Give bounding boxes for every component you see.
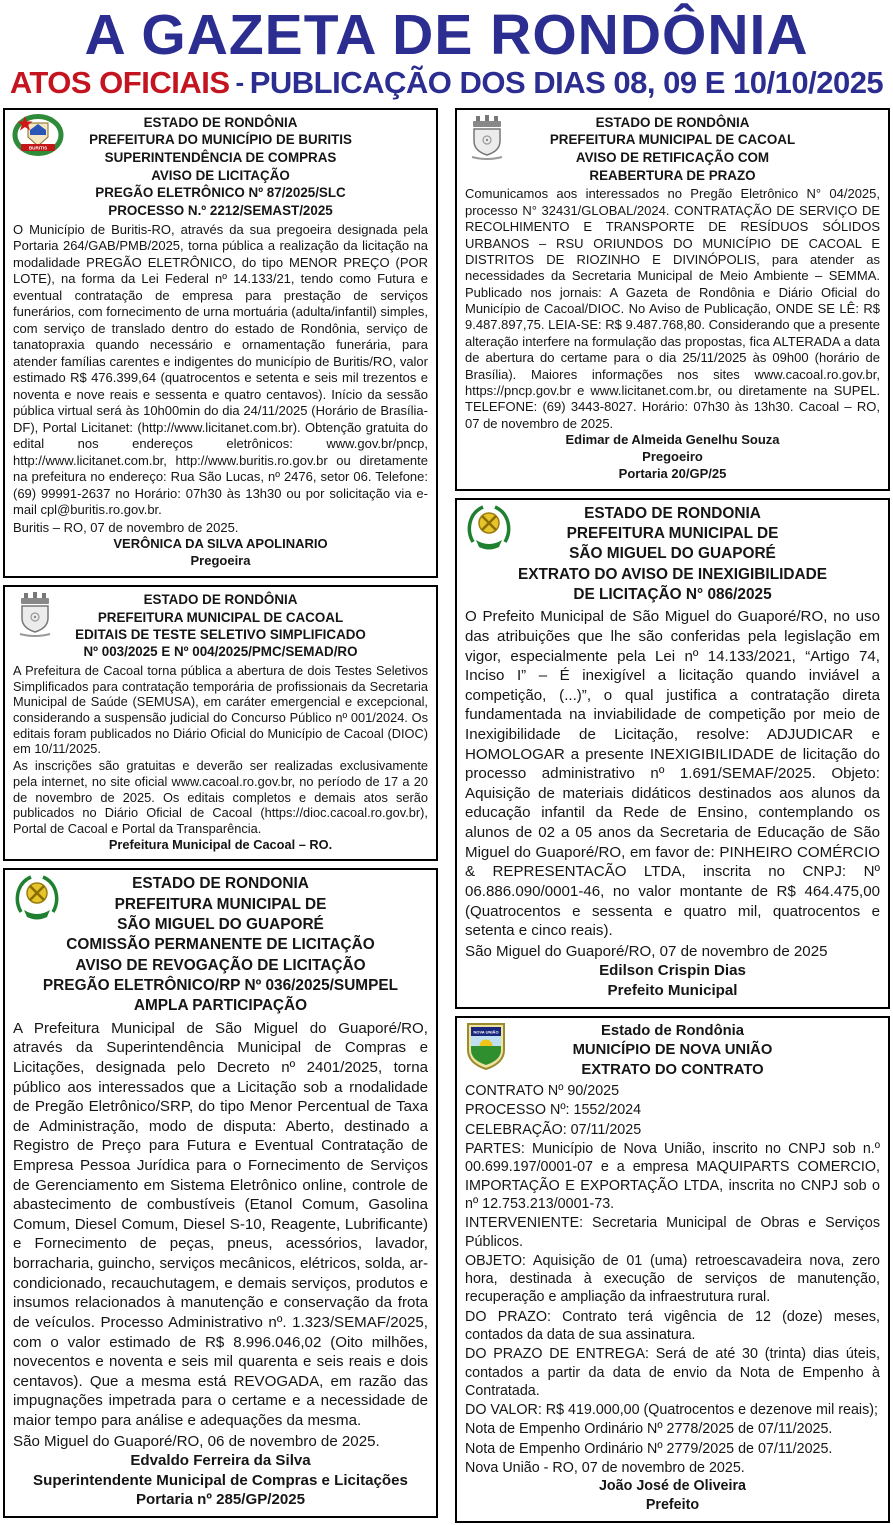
right-column: [455, 108, 890, 1523]
two-column-layout: [3, 108, 890, 1523]
publication-dates: PUBLICAÇÃO DOS DIAS 08, 09 E 10/10/2025: [249, 65, 884, 101]
signature-name: Edimar de Almeida Genelhu Souza: [565, 432, 780, 448]
signature-role: Pregoeira: [190, 553, 251, 569]
term-line: DO PRAZO: Contrato terá vigência de 12 (doze) meses, contados da data de sua assinatura.: [465, 1308, 880, 1343]
notice-sao-miguel-revogacao: [3, 868, 438, 1518]
notice-sao-miguel-inexigibilidade: [455, 498, 890, 1009]
notice-header: [13, 590, 428, 663]
notice-header-line: PREFEITURA MUNICIPAL DE CACOAL: [549, 132, 796, 148]
celebration-date-line: CELEBRAÇÃO: 07/11/2025: [465, 1121, 642, 1138]
notice-header-line: PREFEITURA MUNICIPAL DE: [566, 525, 779, 543]
notice-body: [13, 222, 428, 537]
notice-body: [465, 1082, 880, 1477]
notice-header-line: ESTADO DE RONDONIA: [584, 504, 761, 522]
svg-text:NOVA UNIÃO: NOVA UNIÃO: [473, 1029, 499, 1035]
value-line: DO VALOR: R$ 419.000,00 (Quatrocentos e dezenove mil reais);: [465, 1402, 878, 1419]
notice-signature: [13, 536, 428, 570]
notice-header-line: SÃO MIGUEL DO GUAPORÉ: [569, 545, 776, 563]
notice-paragraph: O Município de Buritis-RO, através da sua pregoeira designada pela Portaria 264/GAB/PMB/2025, torna pública a realização da licitação na modalidade PREGÃO ELETRÔNICO, do tipo MENOR PREÇO (POR LOTE), na forma da Lei Federal nº 14.133/21, tendo como Futura e eventual contratação de empresa para prestação de serviços funerários, com fornecimento de urna mortuária (adulta/infantil) simples, com serviço de translado dentro do estado de Rondônia, serviço de tanatopraxia quando necessário e ornamentação funerária, para atender famílias carentes e indigentes do município de Buritis/RO, valor estimado R$ 476.399,64 (quatrocentos e setenta e seis mil trezentos e noventa e nove reais e sessenta e quatro centavos). Início da sessão pública virtual será às 10h00min do dia 24/11/2025 (Horário de Brasília-DF), Portal Licitanet: (http://www.licitanet.com.br). Obtenção gratuita do edital nos endereços eletrônicos: www.gov.br/pncp, http://www.licitanet.com.br, http://www.buritis.ro.gov.br ou diretamente na prefeitura no endereço: Rua São Lucas, nº 2476, setor 06. Telefone: (69) 99991-2637 no Horário: 07h30 às 13h30 ou por solicitação via e-mail cpl@buritis.ro.gov.br.: [13, 221, 428, 518]
signature-name: VERÔNICA DA SILVA APOLINARIO: [113, 536, 328, 552]
notice-header: [465, 503, 880, 608]
notice-header-line: PREFEITURA MUNICIPAL DE CACOAL: [97, 609, 344, 625]
notice-signature: [465, 961, 880, 1000]
contract-number-line: CONTRATO Nº 90/2025: [465, 1083, 620, 1100]
signature-role: Superintendente Municipal de Compras e Licitações: [33, 1471, 408, 1489]
notice-header-line: AVISO DE RETIFICAÇÃO COM: [575, 150, 770, 166]
notice-header-line: PREGÃO ELETRÔNICO/RP Nº 036/2025/SUMPEL: [42, 977, 399, 995]
notice-paragraph: Comunicamos aos interessados no Pregão Eletrônico N° 04/2025, processo N° 32431/GLOBAL/2024. CONTRATAÇÃO DE SERVIÇO DE RECOLHIMENTO E TRANSPORTE DE RESÍDUOS SÓLIDOS URBANOS – RSU ORIUNDOS DO MUNICÍPIO DE CACOAL E DISTRITOS DE RIOZINHO E DIVINÓPOLIS, para atender as necessidades da Secretaria Municipal de Meio Ambiente – SEMMA. Publicado nos jornais: A Gazeta de Rondônia e Diário Oficial do Município de Cacoal/DIOC. No Aviso de Publicação, ONDE SE LÊ: R$ 9.487.897,75. LEIA-SE: R$ 9.487.768,80. Considerando que a presente alteração interfere na formulação das propostas, fica ALTERADA a data de abertura do certame para o dia 25/11/2025 às 09h00 (horário de Brasília). Maiores informações nos sites www.cacoal.ro.gov.br, https://pncp.gov.br e www.licitanet.com.br, ou diretamente na SUPEL. TELEFONE: (69) 3443-8027. Horário: 07h30 às 13h30. Cacoal – RO, 07 de novembro de 2025.: [465, 186, 880, 431]
notice-header-line: PROCESSO N.º 2212/SEMAST/2025: [108, 203, 333, 219]
parties-line: PARTES: Município de Nova União, inscrito no CNPJ sob n.º 00.699.197/0001-07 e a empresa MAQUIPARTS COMERCIO, IMPORTAÇÃO E EXPORTAÇÃO LTDA, inscrita no CNPJ sob o nº 12.753.213/0001-73.: [465, 1141, 880, 1212]
section-label: ATOS OFICIAIS: [9, 65, 230, 101]
notice-header: [13, 873, 428, 1018]
signature-role: Pregoeiro: [642, 448, 703, 464]
object-line: OBJETO: Aquisição de 01 (uma) retroescavadeira nova, zero hora, destinada à execução de serviços de manutenção, recuperação e ampliação da infraestrutura rural.: [465, 1252, 880, 1306]
nova-uniao-crest-icon: [464, 1022, 508, 1079]
section-banner: [3, 67, 890, 100]
commitment-note-line: Nota de Empenho Ordinário Nº 2778/2025 de 07/11/2025.: [465, 1421, 833, 1438]
signature-role: Prefeito: [645, 1496, 700, 1513]
left-column: [3, 108, 438, 1518]
signature-name: Prefeitura Municipal de Cacoal – RO.: [108, 836, 333, 852]
notice-header-line: Nº 003/2025 E Nº 004/2025/PMC/SEMAD/RO: [83, 644, 358, 660]
notice-header-line: PREGÃO ELETRÔNICO Nº 87/2025/SLC: [95, 185, 346, 201]
signature-ordinance: Portaria 20/GP/25: [618, 465, 727, 481]
notice-signature: [465, 1477, 880, 1514]
notice-header-line: ESTADO DE RONDONIA: [132, 875, 309, 893]
notice-header: [465, 1021, 880, 1083]
notice-nova-uniao-extrato-contrato: [455, 1016, 890, 1523]
signature-name: João José de Oliveira: [598, 1478, 746, 1495]
notice-header: [13, 113, 428, 222]
notice-body: [465, 607, 880, 961]
signature-name: Edvaldo Ferreira da Silva: [130, 1452, 311, 1470]
notice-header-line: SUPERINTENDÊNCIA DE COMPRAS: [104, 150, 337, 166]
notice-signature: [13, 1451, 428, 1510]
notice-header-line: COMISSÃO PERMANENTE DE LICITAÇÃO: [66, 936, 375, 954]
notice-header: [465, 113, 880, 187]
intervening-line: INTERVENIENTE: Secretaria Municipal de Obras e Serviços Públicos.: [465, 1215, 880, 1250]
notice-buritis-aviso-licitacao: [3, 108, 438, 578]
notice-header-line: Estado de Rondônia: [600, 1022, 745, 1039]
notice-date-line: São Miguel do Guaporé/RO, 07 de novembro de 2025: [465, 942, 828, 960]
notice-header-line: EXTRATO DO AVISO DE INEXIGIBILIDADE: [518, 565, 827, 583]
notice-header-line: SÃO MIGUEL DO GUAPORÉ: [117, 916, 324, 934]
notice-body: [465, 186, 880, 432]
notice-header-line: ESTADO DE RONDÔNIA: [143, 592, 298, 608]
notice-paragraph: A Prefeitura de Cacoal torna pública a abertura de dois Testes Seletivos Simplificados para contratação temporária de profissionais da Secretaria Municipal de Saúde (SEMUSA), em caráter emergencial e excepcional, considerando a suspensão judicial do Concurso Público nº 001/2024. Os editais foram publicados no Diário Oficial do Município de Cacoal (DIOC) em 10/11/2025.: [13, 662, 428, 757]
commitment-note-line: Nota de Empenho Ordinário Nº 2779/2025 de 07/11/2025.: [465, 1440, 833, 1457]
sao-miguel-crest-icon: [12, 874, 62, 926]
notice-body: [13, 1019, 428, 1451]
notice-header-line: AVISO DE REVOGAÇÃO DE LICITAÇÃO: [75, 956, 366, 974]
svg-text:BURITIS: BURITIS: [28, 145, 48, 151]
notice-header-line: ESTADO DE RONDÔNIA: [595, 114, 750, 130]
process-number-line: PROCESSO Nº: 1552/2024: [465, 1102, 642, 1119]
notice-body: [13, 663, 428, 837]
sao-miguel-crest-icon: [464, 504, 514, 556]
masthead: [3, 2, 890, 100]
notice-signature: [13, 837, 428, 854]
notice-header-line: EXTRATO DO CONTRATO: [581, 1061, 764, 1078]
notice-header-line: MUNICÍPIO DE NOVA UNIÃO: [572, 1042, 773, 1059]
notice-cacoal-teste-seletivo: [3, 585, 438, 861]
notice-date-line: Nova União - RO, 07 de novembro de 2025.: [465, 1460, 745, 1477]
notice-paragraph: As inscrições são gratuitas e deverão ser realizadas exclusivamente pela internet, no site oficial www.cacoal.ro.gov.br, no período de 17 a 20 de novembro de 2025. Os editais completos e demais atos serão publicados no Diário Oficial de Cacoal (https://dioc.cacoal.ro.gov.br), Portal de Cacoal e Portal da Transparência.: [13, 758, 428, 837]
notice-header-line: EDITAIS DE TESTE SELETIVO SIMPLIFICADO: [75, 626, 366, 642]
notice-header-line: PREFEITURA DO MUNICÍPIO DE BURITIS: [89, 132, 352, 148]
notice-header-line: ESTADO DE RONDÔNIA: [143, 114, 298, 130]
cacoal-crest-icon: [464, 114, 510, 165]
separator-dash: -: [235, 67, 244, 98]
notice-paragraph: A Prefeitura Municipal de São Miguel do Guaporé/RO, através da Superintendência Municipal de Compras e Licitações, designada pelo Decreto nº 2401/2025, torna público aos interessados que a Licitação sob a rnodalidade de Pregão Eletrônico/SRP, do tipo Menor Percentual de Taxa de Administração, modo de disputa: Aberto, destinado a Registro de Preço para Futura e Eventual Contratação de Empresa Pessoa Jurídica para o Fornecimento de Serviços de Gerenciamento em Sistema Eletrônico online, controle de abastecimento de combustíveis (Etanol Comum, Gasolina Comum, Diesel Comum, Diesel S-10, Reagente, Lubrificante) e Fornecimento de peças, pneus, acessórios, lavador, borracharia, guincho, serviços mecânicos, elétricos, solda, ar-condicionado, recauchutagem, e demais serviços, produtos e insumos relacionados à manutenção e conservação da frota de veículos. Processo Administrativo nº. 1.323/SEMAF/2025, com o valor estimado de R$ 8.996.046,02 (Oito milhões, novecentos e noventa e seis mil quarenta e seis reais e dois centavos). Que a mesma está REVOGADA, em razão das impugnações impetrada para o certame e a necessidade de maior tempo para análise e adequações da mesma.: [13, 1019, 428, 1429]
notice-paragraph: O Prefeito Municipal de São Miguel do Guaporé/RO, no uso das atribuições que lhe são conferidas pela legislação em vigor, especialmente pela Lei nº 14.133/2021, “Artigo 74, Inciso I” – É inexigível a licitação quando inviável a competição, (...)”, o qual justifica a contratação direta fundamentada na inviabilidade de competição por meio de Inexigibilidade de Licitação, resolve: ADJUDICAR e HOMOLOGAR a presente INEXIGIBILIDADE de licitação do processo administrativo nº 1.691/SEMAF/2025. Objeto: Aquisição de materiais didáticos destinados aos alunos da educação infantil da Rede de Ensino, contemplando os alunos de 02 a 05 anos da Secretaria de Educação de São Miguel do Guaporé/RO, em favor de: PINHEIRO COMÉRCIO & REPRESENTACÃO LTDA, inscrita no CNPJ: Nº 06.886.090/0001-46, no valor montante de R$ 464.475,00 (Quatrocentos e sessenta e quatro mil, quatrocentos e setenta e cinco reais).: [465, 608, 880, 940]
newspaper-title: A GAZETA DE RONDÔNIA: [84, 3, 809, 67]
signature-ordinance: Portaria nº 285/GP/2025: [135, 1491, 306, 1509]
signature-role: Prefeito Municipal: [607, 981, 738, 999]
notice-header-line: REABERTURA DE PRAZO: [589, 167, 756, 183]
notice-date-line: Buritis – RO, 07 de novembro de 2025.: [13, 519, 239, 535]
notice-header-line: PREFEITURA MUNICIPAL DE: [114, 895, 327, 913]
notice-header-line: DE LICITAÇÃO N° 086/2025: [573, 586, 772, 604]
notice-header-line: AVISO DE LICITAÇÃO: [151, 167, 290, 183]
notice-cacoal-retificacao: [455, 108, 890, 491]
delivery-term-line: DO PRAZO DE ENTREGA: Será de até 30 (trinta) dias úteis, contados a partir da data de envio da Nota de Empenho à Contratada.: [465, 1346, 880, 1399]
buritis-crest-icon: [12, 114, 64, 165]
cacoal-crest-icon: [12, 591, 58, 641]
notice-header-line: AMPLA PARTICIPAÇÃO: [133, 997, 308, 1015]
notice-signature: [465, 432, 880, 483]
notice-date-line: São Miguel do Guaporé/RO, 06 de novembro de 2025.: [13, 1432, 380, 1450]
signature-name: Edilson Crispin Dias: [599, 962, 746, 980]
